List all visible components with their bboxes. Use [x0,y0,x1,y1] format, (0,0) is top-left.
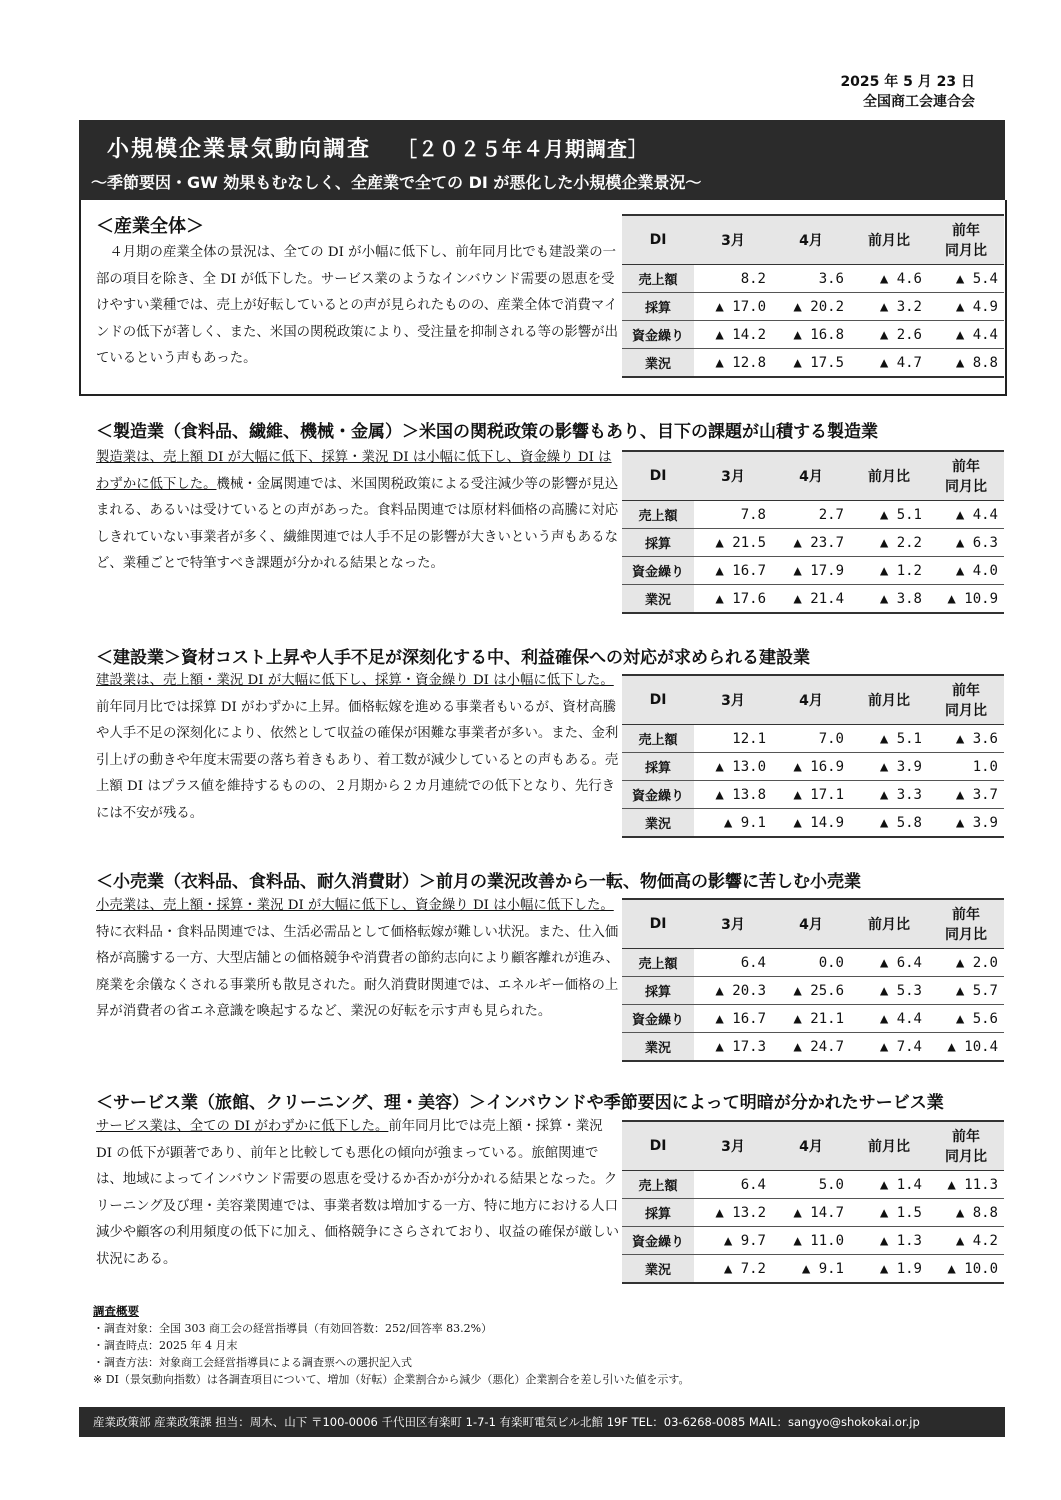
yoy-header-line2: 同月比 [945,703,987,719]
row-label: 売上額 [622,725,694,753]
di-value-cell: ▲ 3.9 [928,809,1004,838]
yoy-header-line1: 前年 [952,223,980,239]
di-value-cell: 8.2 [694,265,772,293]
row-label: 業況 [622,585,694,614]
di-table-row [622,501,1004,529]
di-table-header-row [622,215,1004,265]
contact-footer: 産業政策部 産業政策課 担当：周木、山下 〒100-0006 千代田区有楽町 1-7-1 有楽町電気ビル北館 19F TEL：03-6268-0085 MAIL：sangyo@shokokai.or.jp [79,1407,1005,1437]
yoy-header-line1: 前年 [952,459,980,475]
row-label: 売上額 [622,949,694,977]
di-value-cell: ▲ 9.1 [694,809,772,838]
di-value-cell: ▲ 10.4 [928,1033,1004,1062]
row-label: 採算 [622,753,694,781]
di-value-cell: ▲ 11.3 [928,1171,1004,1199]
di-value-cell: ▲ 17.5 [772,349,850,378]
di-value-cell: ▲ 2.2 [850,529,928,557]
di-header: DI [622,899,694,949]
di-value-cell: ▲ 2.0 [928,949,1004,977]
section-body [96,893,620,1026]
survey-line: ・調査方法：対象商工会経営指導員による調査票への選択記入式 [93,1356,412,1369]
di-value-cell: ▲ 7.2 [694,1255,772,1284]
section-body-text: 前年同月比では採算 DI がわずかに上昇。価格転嫁を進める事業者もいるが、資材高騰や人手不足の深刻化により、依然として収益の確保が困難な事業者が多い。また、金利引上げの動きや年度末需要の落ち着きもあり、着工数が減少しているとの声もある。売上額 DI はプラス値を維持するものの、２月期から２カ月連続での低下となり、先行きには不安が残る。 [96,699,619,821]
di-value-cell: ▲ 11.0 [772,1227,850,1255]
march-header: 3月 [694,1121,772,1171]
di-value-cell: ▲ 3.2 [850,293,928,321]
april-header: 4月 [772,215,850,265]
row-label: 売上額 [622,265,694,293]
di-value-cell: ▲ 5.8 [850,809,928,838]
row-label: 業況 [622,349,694,378]
di-value-cell: ▲ 4.9 [928,293,1004,321]
di-value-cell: ▲ 5.1 [850,501,928,529]
section-body-text: ４月期の産業全体の景況は、全ての DI が小幅に低下し、前年同月比でも建設業の一部の項目を除き、全 DI が低下した。サービス業のようなインバウンド需要の恩恵を受けやすい業種では、売上が好転しているとの声が見られたものの、産業全体で消費マインドの低下が著しく、また、米国の関税政策により、受注量を抑制される等の影響が出ているという声もあった。 [96,245,618,366]
row-label: 資金繰り [622,1005,694,1033]
survey-line: ※ DI（景気動向指数）は各調査項目について、増加（好転）企業割合から減少（悪化）企業割合を差し引いた値を示す。 [93,1373,690,1386]
row-label: 採算 [622,1199,694,1227]
di-value-cell: ▲ 17.0 [694,293,772,321]
di-value-cell: ▲ 23.7 [772,529,850,557]
di-value-cell: ▲ 5.4 [928,265,1004,293]
di-table-row [622,753,1004,781]
di-value-cell: 6.4 [694,1171,772,1199]
april-header: 4月 [772,451,850,501]
yoy-header [928,675,1004,725]
di-value-cell: ▲ 5.3 [850,977,928,1005]
di-table-row [622,809,1004,838]
yoy-header-line1: 前年 [952,1129,980,1145]
report-period: ［２０２５年４月期調査］ [397,137,650,161]
di-value-cell: ▲ 13.2 [694,1199,772,1227]
organization-name: 全国商工会連合会 [863,94,975,110]
di-value-cell: ▲ 13.0 [694,753,772,781]
di-table [622,450,1004,614]
report-title-line [107,132,649,163]
di-table-row [622,349,1004,378]
di-value-cell: ▲ 9.7 [694,1227,772,1255]
di-value-cell: ▲ 20.2 [772,293,850,321]
section-title: ＜小売業（衣料品、食料品、耐久消費財）＞前月の業況改善から一転、物価高の影響に苦しむ小売業 [96,872,861,892]
di-value-cell: ▲ 16.7 [694,557,772,585]
di-table-row [622,949,1004,977]
di-table [622,898,1004,1062]
section-body [96,240,620,373]
di-value-cell: ▲ 1.4 [850,1171,928,1199]
di-value-cell: ▲ 12.8 [694,349,772,378]
di-table-header-row [622,675,1004,725]
di-value-cell: ▲ 14.7 [772,1199,850,1227]
mom-header: 前月比 [850,215,928,265]
di-value-cell: ▲ 9.1 [772,1255,850,1284]
row-label: 業況 [622,809,694,838]
di-value-cell: ▲ 24.7 [772,1033,850,1062]
di-value-cell: ▲ 14.9 [772,809,850,838]
section-title: ＜サービス業（旅館、クリーニング、理・美容）＞インバウンドや季節要因によって明暗が分かれたサービス業 [96,1093,944,1113]
di-value-cell: ▲ 5.7 [928,977,1004,1005]
april-header: 4月 [772,899,850,949]
row-label: 採算 [622,529,694,557]
di-value-cell: ▲ 1.2 [850,557,928,585]
yoy-header [928,1121,1004,1171]
di-table-header-row [622,1121,1004,1171]
document-header [840,72,975,112]
di-header: DI [622,1121,694,1171]
yoy-header-line2: 同月比 [945,243,987,259]
mom-header: 前月比 [850,675,928,725]
di-value-cell: ▲ 4.4 [850,1005,928,1033]
di-value-cell: ▲ 21.4 [772,585,850,614]
section-title: ＜製造業（食料品、繊維、機械・金属）＞米国の関税政策の影響もあり、目下の課題が山積する製造業 [96,422,878,442]
di-value-cell: ▲ 4.4 [928,501,1004,529]
april-header: 4月 [772,1121,850,1171]
section-body [96,445,620,578]
di-value-cell: 0.0 [772,949,850,977]
april-header: 4月 [772,675,850,725]
di-value-cell: ▲ 17.3 [694,1033,772,1062]
di-table-header-row [622,899,1004,949]
report-title: 小規模企業景気動向調査 [107,137,372,162]
di-value-cell: ▲ 20.3 [694,977,772,1005]
di-value-cell: 3.6 [772,265,850,293]
di-value-cell: ▲ 13.8 [694,781,772,809]
di-table-row [622,585,1004,614]
di-value-cell: 7.0 [772,725,850,753]
di-value-cell: 1.0 [928,753,1004,781]
di-value-cell: ▲ 2.6 [850,321,928,349]
di-value-cell: ▲ 21.5 [694,529,772,557]
section-body-text: 前年同月比では売上額・採算・業況 DI の低下が顕著であり、前年と比較しても悪化の傾向が強まっている。旅館関連では、地域によってインバウンド需要の恩恵を受けるか否かが分かれる結果となった。クリーニング及び理・美容業関連では、事業者数は増加する一方、特に地方における人口減少や顧客の利用頻度の低下に加え、価格競争にさらされており、収益の確保が厳しい状況にある。 [96,1119,620,1267]
di-value-cell: ▲ 7.4 [850,1033,928,1062]
di-table-row [622,1005,1004,1033]
di-header: DI [622,451,694,501]
di-table [622,674,1004,838]
di-value-cell: ▲ 3.7 [928,781,1004,809]
di-value-cell: ▲ 5.1 [850,725,928,753]
section-summary-underlined: サービス業は、全ての DI がわずかに低下した。 [96,1119,389,1134]
di-table-row [622,321,1004,349]
di-value-cell: ▲ 8.8 [928,1199,1004,1227]
section-title: ＜産業全体＞ [96,216,204,237]
march-header: 3月 [694,899,772,949]
di-table-row [622,265,1004,293]
di-table-row [622,977,1004,1005]
title-banner [79,120,1005,200]
di-value-cell: ▲ 4.0 [928,557,1004,585]
di-value-cell: ▲ 17.1 [772,781,850,809]
survey-overview [93,1303,690,1388]
section-summary-underlined: 建設業は、売上額・業況 DI が大幅に低下し、採算・資金繰り DI は小幅に低下した。 [96,673,614,688]
yoy-header [928,215,1004,265]
section-title: ＜建設業＞資材コスト上昇や人手不足が深刻化する中、利益確保への対応が求められる建設業 [96,648,810,668]
di-value-cell: ▲ 16.8 [772,321,850,349]
di-value-cell: ▲ 25.6 [772,977,850,1005]
di-value-cell: ▲ 1.9 [850,1255,928,1284]
yoy-header-line2: 同月比 [945,927,987,943]
di-value-cell: ▲ 3.9 [850,753,928,781]
march-header: 3月 [694,675,772,725]
row-label: 採算 [622,977,694,1005]
row-label: 資金繰り [622,557,694,585]
di-value-cell: ▲ 21.1 [772,1005,850,1033]
row-label: 資金繰り [622,1227,694,1255]
di-value-cell: ▲ 1.5 [850,1199,928,1227]
mom-header: 前月比 [850,899,928,949]
di-value-cell: ▲ 14.2 [694,321,772,349]
di-header: DI [622,675,694,725]
row-label: 採算 [622,293,694,321]
di-table-header-row [622,451,1004,501]
di-value-cell: ▲ 4.2 [928,1227,1004,1255]
issue-date: 2025 年 5 月 23 日 [840,74,975,90]
di-value-cell: ▲ 6.3 [928,529,1004,557]
di-table-row [622,529,1004,557]
di-table-row [622,781,1004,809]
di-value-cell: ▲ 4.7 [850,349,928,378]
march-header: 3月 [694,215,772,265]
di-value-cell: 12.1 [694,725,772,753]
di-table-row [622,1033,1004,1062]
di-value-cell: 6.4 [694,949,772,977]
row-label: 資金繰り [622,321,694,349]
section-body [96,1114,620,1273]
row-label: 売上額 [622,1171,694,1199]
yoy-header [928,451,1004,501]
survey-heading: 調査概要 [93,1304,139,1318]
row-label: 売上額 [622,501,694,529]
di-value-cell: ▲ 4.4 [928,321,1004,349]
section-body-text: 特に衣料品・食料品関連では、生活必需品として価格転嫁が難しい状況。また、仕入価格が高騰する一方、大型店舗との価格競争や消費者の節約志向により顧客離れが進み、廃業を余儀なくされる事業所も散見された。耐久消費財関連では、エネルギー価格の上昇が消費者の省エネ意識を喚起するなど、業況の好転を示す声も見られた。 [96,924,620,1019]
di-table-row [622,1227,1004,1255]
survey-line: ・調査対象：全国 303 商工会の経営指導員（有効回答数：252/回答率 83.2%） [93,1322,493,1335]
di-value-cell: ▲ 1.3 [850,1227,928,1255]
section-summary-underlined: 小売業は、売上額・採算・業況 DI が大幅に低下し、資金繰り DI は小幅に低下した。 [96,898,614,913]
di-table [622,214,1004,378]
di-value-cell: 7.8 [694,501,772,529]
di-value-cell: ▲ 5.6 [928,1005,1004,1033]
di-header: DI [622,215,694,265]
di-value-cell: ▲ 10.9 [928,585,1004,614]
section-body [96,668,620,827]
yoy-header-line1: 前年 [952,907,980,923]
di-value-cell: ▲ 4.6 [850,265,928,293]
di-value-cell: 2.7 [772,501,850,529]
di-table-row [622,293,1004,321]
row-label: 資金繰り [622,781,694,809]
section-body-text: 機械・金属関連では、米国関税政策による受注減少等の影響が見込まれる、あるいは受けているとの声があった。食料品関連では原材料価格の高騰に対応しきれていない事業者が多く、繊維関連では人手不足の影響が大きいという声もあるなど、業種ごとで特筆すべき課題が分かれる結果となった。 [96,476,619,571]
di-value-cell: ▲ 3.6 [928,725,1004,753]
di-table-row [622,1171,1004,1199]
di-value-cell: ▲ 3.3 [850,781,928,809]
di-value-cell: ▲ 16.9 [772,753,850,781]
section-summary-underlined: 製造業は、売上額 DI が大幅に低下、採算・業況 DI は小幅に低下し、資金繰り DI はわずかに低下した。 [96,450,612,492]
di-table-row [622,1255,1004,1284]
yoy-header-line1: 前年 [952,683,980,699]
march-header: 3月 [694,451,772,501]
di-value-cell: ▲ 10.0 [928,1255,1004,1284]
di-value-cell: ▲ 17.6 [694,585,772,614]
report-subtitle: ～季節要因・GW 効果もむなしく、全産業で全ての DI が悪化した小規模企業景況～ [91,173,702,192]
mom-header: 前月比 [850,451,928,501]
di-table-row [622,1199,1004,1227]
di-value-cell: 5.0 [772,1171,850,1199]
di-value-cell: ▲ 3.8 [850,585,928,614]
yoy-header-line2: 同月比 [945,1149,987,1165]
di-table-row [622,725,1004,753]
di-value-cell: ▲ 8.8 [928,349,1004,378]
di-table [622,1120,1004,1284]
di-value-cell: ▲ 16.7 [694,1005,772,1033]
yoy-header-line2: 同月比 [945,479,987,495]
mom-header: 前月比 [850,1121,928,1171]
row-label: 業況 [622,1033,694,1062]
survey-line: ・調査時点：2025 年 4 月末 [93,1339,238,1352]
di-value-cell: ▲ 6.4 [850,949,928,977]
row-label: 業況 [622,1255,694,1284]
yoy-header [928,899,1004,949]
di-table-row [622,557,1004,585]
di-value-cell: ▲ 17.9 [772,557,850,585]
